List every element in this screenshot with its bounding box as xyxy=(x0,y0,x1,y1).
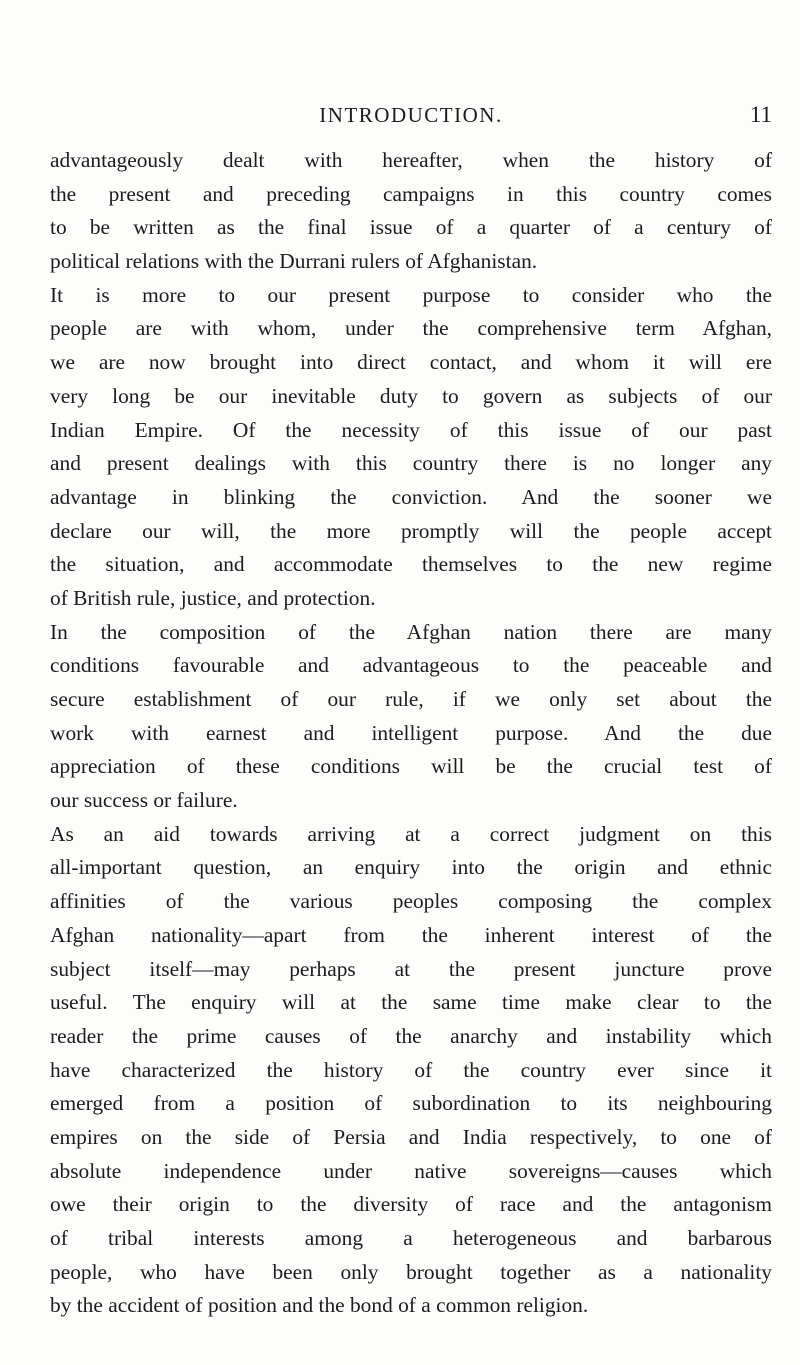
text-line: the situation, and accommodate themselves to the new regime xyxy=(50,552,772,577)
text-line: have characterized the history of the country ever since it xyxy=(50,1057,772,1082)
text-line: Afghan nationality—apart from the inherent interest of the xyxy=(50,922,772,947)
body-text xyxy=(50,144,772,1323)
text-line: and present dealings with this country there is no longer any xyxy=(50,451,772,476)
text-line: to be written as the final issue of a quarter of a century of xyxy=(50,215,772,240)
text-line: owe their origin to the diversity of race and the antagonism xyxy=(50,1192,772,1217)
text-line: useful. The enquiry will at the same time make clear to the xyxy=(50,990,772,1015)
text-line: political relations with the Durrani rulers of Afghanistan. xyxy=(50,249,538,274)
text-line: absolute independence under native sovereigns—causes which xyxy=(50,1158,772,1183)
text-line: the present and preceding campaigns in this country comes xyxy=(50,181,772,206)
running-title: INTRODUCTION. xyxy=(319,103,503,127)
text-line: of British rule, justice, and protection. xyxy=(50,585,376,610)
text-line: Indian Empire. Of the necessity of this issue of our past xyxy=(50,417,772,442)
text-line: advantage in blinking the conviction. And the sooner we xyxy=(50,484,772,509)
text-line: people are with whom, under the comprehensive term Afghan, xyxy=(50,316,772,341)
text-line: advantageously dealt with hereafter, when the history of xyxy=(50,148,772,172)
text-line: by the accident of position and the bond of a common religion. xyxy=(50,1293,589,1318)
text-line: empires on the side of Persia and India respectively, to one of xyxy=(50,1124,772,1149)
text-line: As an aid towards arriving at a correct judgment on this xyxy=(50,821,772,846)
text-line: people, who have been only brought together as a nationality xyxy=(50,1259,772,1284)
text-line: all-important question, an enquiry into the origin and ethnic xyxy=(50,855,772,880)
text-line: we are now brought into direct contact, and whom it will ere xyxy=(50,350,772,375)
page-number: 11 xyxy=(749,102,772,127)
text-line: secure establishment of our rule, if we only set about the xyxy=(50,687,772,711)
text-line: work with earnest and intelligent purpose. And the due xyxy=(50,720,772,745)
text-line: very long be our inevitable duty to govern as subjects of our xyxy=(50,383,772,408)
text-line: In the composition of the Afghan nation there are many xyxy=(50,619,772,644)
text-line: conditions favourable and advantageous to the peaceable and xyxy=(50,653,772,678)
text-line: appreciation of these conditions will be the crucial test of xyxy=(50,754,772,779)
text-line: affinities of the various peoples composing the complex xyxy=(50,889,772,914)
text-line: of tribal interests among a heterogeneous and barbarous xyxy=(50,1226,772,1250)
text-line: our success or failure. xyxy=(50,788,238,813)
text-line: reader the prime causes of the anarchy and instability which xyxy=(50,1023,772,1048)
running-head xyxy=(50,100,772,130)
text-line: It is more to our present purpose to consider who the xyxy=(50,282,772,307)
text-line: emerged from a position of subordination to its neighbouring xyxy=(50,1091,772,1116)
text-line: declare our will, the more promptly will the people accept xyxy=(50,518,772,543)
text-line: subject itself—may perhaps at the present juncture prove xyxy=(50,956,772,981)
